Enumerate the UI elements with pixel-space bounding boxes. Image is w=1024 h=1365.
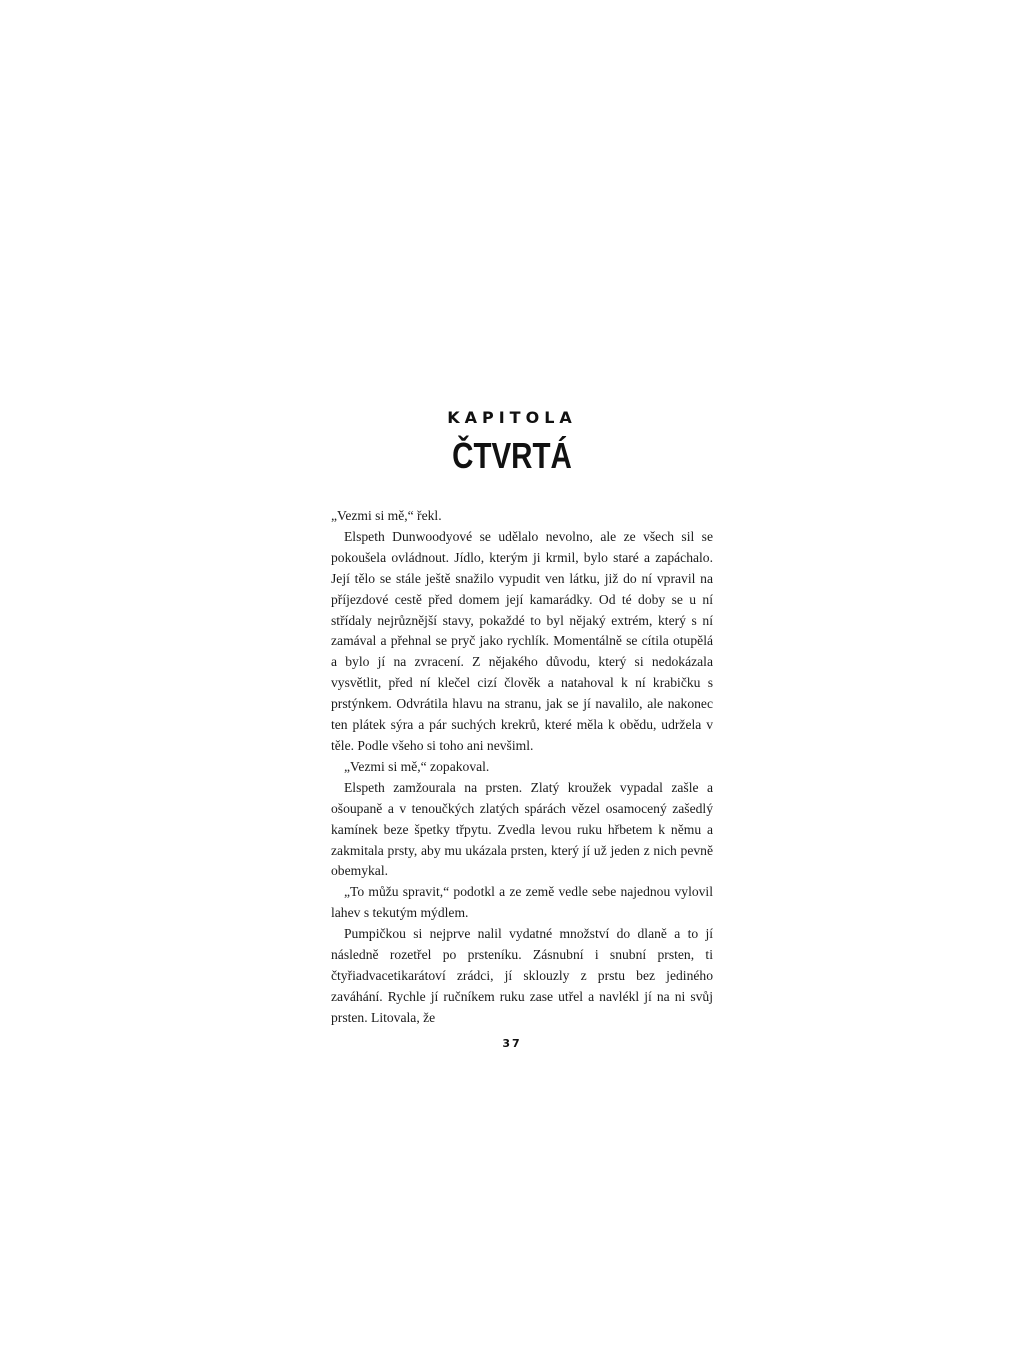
paragraph: Elspeth zamžourala na prsten. Zlatý kroužek vypadal zašle a ošoupaně a v tenoučkých zlatých spárách vězel osamocený zašedlý kamínek beze špetky třpytu. Zvedla levou ruku hřbetem k němu a zakmitala prsty, aby mu ukázala prsten, který jí už jeden z nich pevně obemykal. [331,779,713,879]
page-number: 37 [502,1037,522,1050]
paragraph: „To můžu spravit,“ podotkl a ze země vedle sebe najednou vylovil lahev s tekutým mýdlem. [331,884,713,921]
paragraph: „Vezmi si mě,“ zopakoval. [344,758,490,774]
paragraph: „Vezmi si mě,“ řekl. [331,508,442,523]
paragraph: Pumpičkou si nejprve nalil vydatné množství do dlaně a to jí následně rozetřel po prsteníku. Zásnubní i snubní prsten, ti čtyřiadvacetikarátoví zrádci, jí sklouzly z prstu bez jediného zaváhání. Rychle jí ručníkem ruku zase utřel a navlékl jí na ni svůj prsten. Litovala, že [331,926,713,1025]
paragraph: Elspeth Dunwoodyové se udělalo nevolno, ale ze všech sil se pokoušela ovládnout. Jídlo, kterým ji krmil, bylo staré a zapáchalo. Její tělo se stále ještě snažilo vypudit ven látku, již do ní vpravil na příjezdové cestě před domem její kamarádky. Od té doby se u ní střídaly nejrůznější stavy, pokaždé to byl nějaký extrém, který s ní zamával a přehnal se pryč jako rychlík. Momentálně se cítila otupělá a bylo jí na zvracení. Z nějakého důvodu, který si nedokázala vysvětlit, před ní klečel cizí člověk a natahoval k ní krabičku s prstýnkem. Odvrátila hlavu na stranu, jak se jí navalilo, ale nakonec ten plátek sýra a pár suchých krekrů, které měla k obědu, udržela v těle. Podle všeho si toho ani nevšiml. [331,528,713,753]
chapter-title: ČTVRTÁ [452,435,572,476]
chapter-body [331,506,713,1029]
chapter-label: KAPITOLA [447,408,577,427]
